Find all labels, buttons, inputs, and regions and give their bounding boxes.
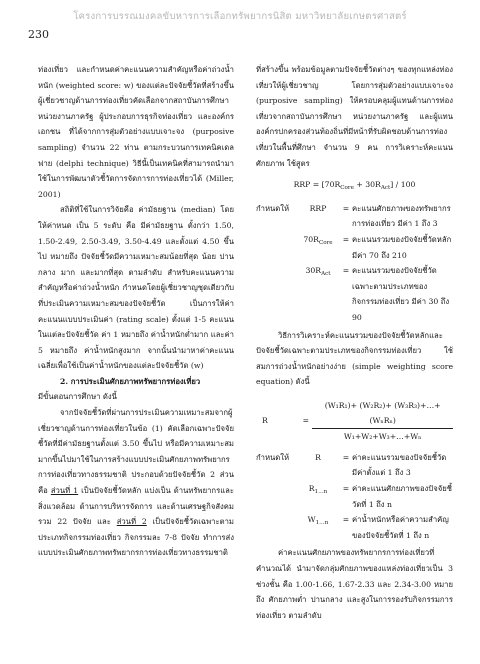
definition-text: คะแนนศักยภาพของทรัพยากรการท่องเที่ยว มีค่า 1 ถึง 3 [352,203,451,229]
symbol-text: 70R [303,234,319,244]
equals-sign: = [342,266,350,276]
right-column [256,62,453,623]
definitions-table-2 [256,450,453,544]
symbol-text: R [315,452,321,462]
symbol-text: 30R [305,266,322,276]
equals-sign: = [342,234,350,244]
text-run: เป็นปัจจัยชี้วัดเฉพาะตามประเภทกิจกรรมท่องเที่ยว กิจกรรมละ 7-8 ปัจจัย ทำการส่งแบบประเมินศักยภาพทรัพยากรการท่องเที่ยวทางธรรมชาติ [38,517,234,558]
text-run: จากปัจจัยชี้วัดที่ผ่านการประเมินความเหมาะสมจากผู้เชี่ยวชาญด้านการท่องเที่ยวในข้อ (1) คัดเลือกเฉพาะปัจจัยชี้วัดที่มีค่ามัธยฐานตั้งแต่ 3.50 ขึ้นไป หรือมีความเหมาะสมมากขึ้นไปมาใช้ในการสร้างแบบประเมินศักยภาพทรัพยากรการท่องเที่ยวทางธรรมชาติ ประกอบด้วยปัจจัยชี้วัด 2 ส่วน คือ [38,408,234,496]
paragraph: ที่สร้างขึ้น พร้อมข้อมูลตามปัจจัยชี้วัดต่างๆ ของทุกแหล่งท่องเที่ยวให้ผู้เชี่ยวชาญ โดยการสุ่มตัวอย่างแบบเจาะจง (purposive sampling) ให้ครอบคลุมผู้แทนด้านการท่องเที่ยวจากสถาบันการศึกษา หน่วยงานภาครัฐ และผู้แทนองค์กรปกครองส่วนท้องถิ่นที่มีหน้าที่รับผิดชอบด้านการท่องเที่ยวในพื้นที่ศึกษา จำนวน 9 คน การวิเคราะห์คะแนนศักยภาพ ใช้สูตร [256,65,453,168]
equals-sign: = [342,452,350,462]
symbol-subscript: Act [321,271,331,278]
fraction-denominator: W₁+W₂+W₃+…+Wₙ [343,431,422,441]
formula-subscript: Act [380,185,391,192]
definition-lead [256,512,296,543]
equals-sign: = [302,416,310,426]
definition-lead [256,232,296,263]
paragraph: ค่าคะแนนศักยภาพของทรัพยากรการท่องเที่ยวที่คำนวณได้ นำมาจัดกลุ่มศักยภาพของแหล่งท่องเที่ยวเป็น 3 ช่วงชั้น คือ 1.00-1.66, 1.67-2.33 และ 2.34-3.00 หมายถึง ศักยภาพต่ำ ปานกลาง และสูงในการรองรับกิจกรรมการท่องเที่ยว ตามลำดับ [256,548,453,620]
symbol-subscript: Core [318,239,333,246]
definition-text: คะแนนรวมของปัจจัยชี้วัดเฉพาะตามประเภทของกิจกรรมท่องเที่ยว มีค่า 30 ถึง 90 [352,266,450,322]
weighting-formula [256,398,453,444]
equals-sign: = [342,515,350,525]
paragraph: วิธีการวิเคราะห์คะแนนรวมของปัจจัยชี้วัดหลักและปัจจัยชี้วัดเฉพาะตามประเภทของกิจกรรมท่องเที่ยว ใช้สมการถ่วงน้ำหนักอย่างง่าย (simple weighting score equation) ดังนี้ [256,330,453,387]
formula-lhs: R [262,416,268,426]
underlined-text: ส่วนที่ 2 [116,517,147,527]
page-number: 230 [28,28,49,41]
definition-text: คะแนนรวมของปัจจัยชี้วัดหลัก มีค่า 70 ถึง 210 [352,234,452,260]
equals-sign: = [342,484,350,494]
formula-fraction [312,398,453,444]
formula-part: + 30R [353,180,381,190]
definition-symbol [296,232,340,263]
definition-text: ค่าคะแนนรวมของปัจจัยชี้วัด มีค่าตั้งแต่ 1 ถึง 3 [352,452,447,478]
formula-subscript: Core [340,185,354,192]
definition-lead [256,481,296,512]
definition-text: ค่าน้ำหนักหรือค่าความสำคัญของปัจจัยชี้วัดที่ 1 ถึง n [352,515,449,540]
definition-symbol [296,481,340,512]
definition-row [256,512,453,543]
paragraph: ท่องเที่ยว และกำหนดค่าคะแนนความสำคัญหรือค่าถ่วงน้ำหนัก (weighted score: w) ของแต่ละปัจจัยชี้วัดที่สร้างขึ้น ผู้เชี่ยวชาญด้านการท่องเที่ยวคัดเลือกจากสถาบันการศึกษา หน่วยงานภาครัฐ ผู้ประกอบการธุรกิจท่องเที่ยว และองค์กรเอกชน ที่ได้จากการสุ่มตัวอย่างแบบเจาะจง (purposive sampling) จำนวน 22 ท่าน ตามกระบวนการเทคนิคเดลฟาย (delphi technique) วิธีนี้เป็นเทคนิคที่สามารถนำมาใช้ในการพัฒนาตัวชี้วัดการจัดการการท่องเที่ยวได้ (Miller, 2001) [38,65,234,199]
symbol-text: R [308,484,315,494]
definition-lead: กำหนดให้ [256,452,290,462]
left-column [38,62,234,561]
definition-symbol [296,512,340,543]
symbol-text: RRP [309,203,327,213]
section-heading: 2. การประเมินศักยภาพทรัพยากรท่องเที่ยว [60,376,201,386]
definitions-table-1 [256,201,453,326]
definition-lead [256,263,296,325]
fraction-numerator: (W₁R₁)+ (W₂R₂)+ (W₃R₃)+…+ (WₙRₙ) [312,398,453,429]
definition-row [256,481,453,512]
definition-symbol [296,450,340,481]
rrp-formula [256,177,453,195]
paragraph: สถิติที่ใช้ในการวิจัยคือ ค่ามัธยฐาน (median) โดยให้ค่าหนด เป็น 5 ระดับ คือ มีค่ามัธยฐาน ตั้งกว่า 1.50, 1.50-2.49, 2.50-3.49, 3.50-4.49 และตั้งแต่ 4.50 ขึ้นไป หมายถึง ปัจจัยชี้วัดมีความเหมาะสมน้อยที่สุด น้อย ปานกลาง มาก และมากที่สุด ตามลำดับ สำหรับคะแนนความสำคัญหรือค่าถ่วงน้ำหนัก กำหนดโดยผู้เชี่ยวชาญชุดเดียวกับที่ประเมินความเหมาะสมของปัจจัยชี้วัด เป็นการให้ค่าคะแนนแบบประเมินค่า (rating scale) ตั้งแต่ 1-5 คะแนน ในแต่ละปัจจัยชี้วัด ค่า 1 หมายถึง ค่าน้ำหนักต่ำมาก และค่า 5 หมายถึง ค่าน้ำหนักสูงมาก จากนั้นนำมาหาค่าคะแนนเฉลี่ยเพื่อใช้เป็นค่าน้ำหนักของแต่ละปัจจัยชี้วัด (w) [38,205,234,371]
paragraph: มีขั้นตอนการศึกษา ดังนี้ [38,392,117,402]
definition-symbol [296,263,340,325]
formula-part: RRP = [70R [293,180,341,190]
definition-row [256,232,453,263]
running-header: โครงการบรรณมงคลขับหารการเลือกทรัพยากรนิสิต มหาวิทยาลัยเกษตรศาสตร์ [73,11,407,22]
symbol-subscript: 1…n [315,520,329,527]
paragraph [38,405,234,561]
definition-row [256,201,453,232]
symbol-text: W [307,515,316,525]
definition-row [256,263,453,325]
text-run: เป็นปัจจัยชี้วัดหลัก แบ่งเป็น ด้านทรัพยากรและสิ่งแวดล้อม ด้านการบริหารจัดการ และด้านเศรษฐกิจสังคม รวม 22 ปัจจัย และ [38,486,234,527]
symbol-subscript: 1…n [314,489,328,496]
formula-part: ] / 100 [390,180,416,190]
definition-symbol [296,201,340,232]
underlined-text: ส่วนที่ 1 [50,486,79,496]
definition-lead: กำหนดให้ [256,203,290,213]
definition-row [256,450,453,481]
definition-text: ค่าคะแนนศักยภาพของปัจจัยชี้วัดที่ 1 ถึง n [352,484,452,509]
equals-sign: = [342,203,350,213]
